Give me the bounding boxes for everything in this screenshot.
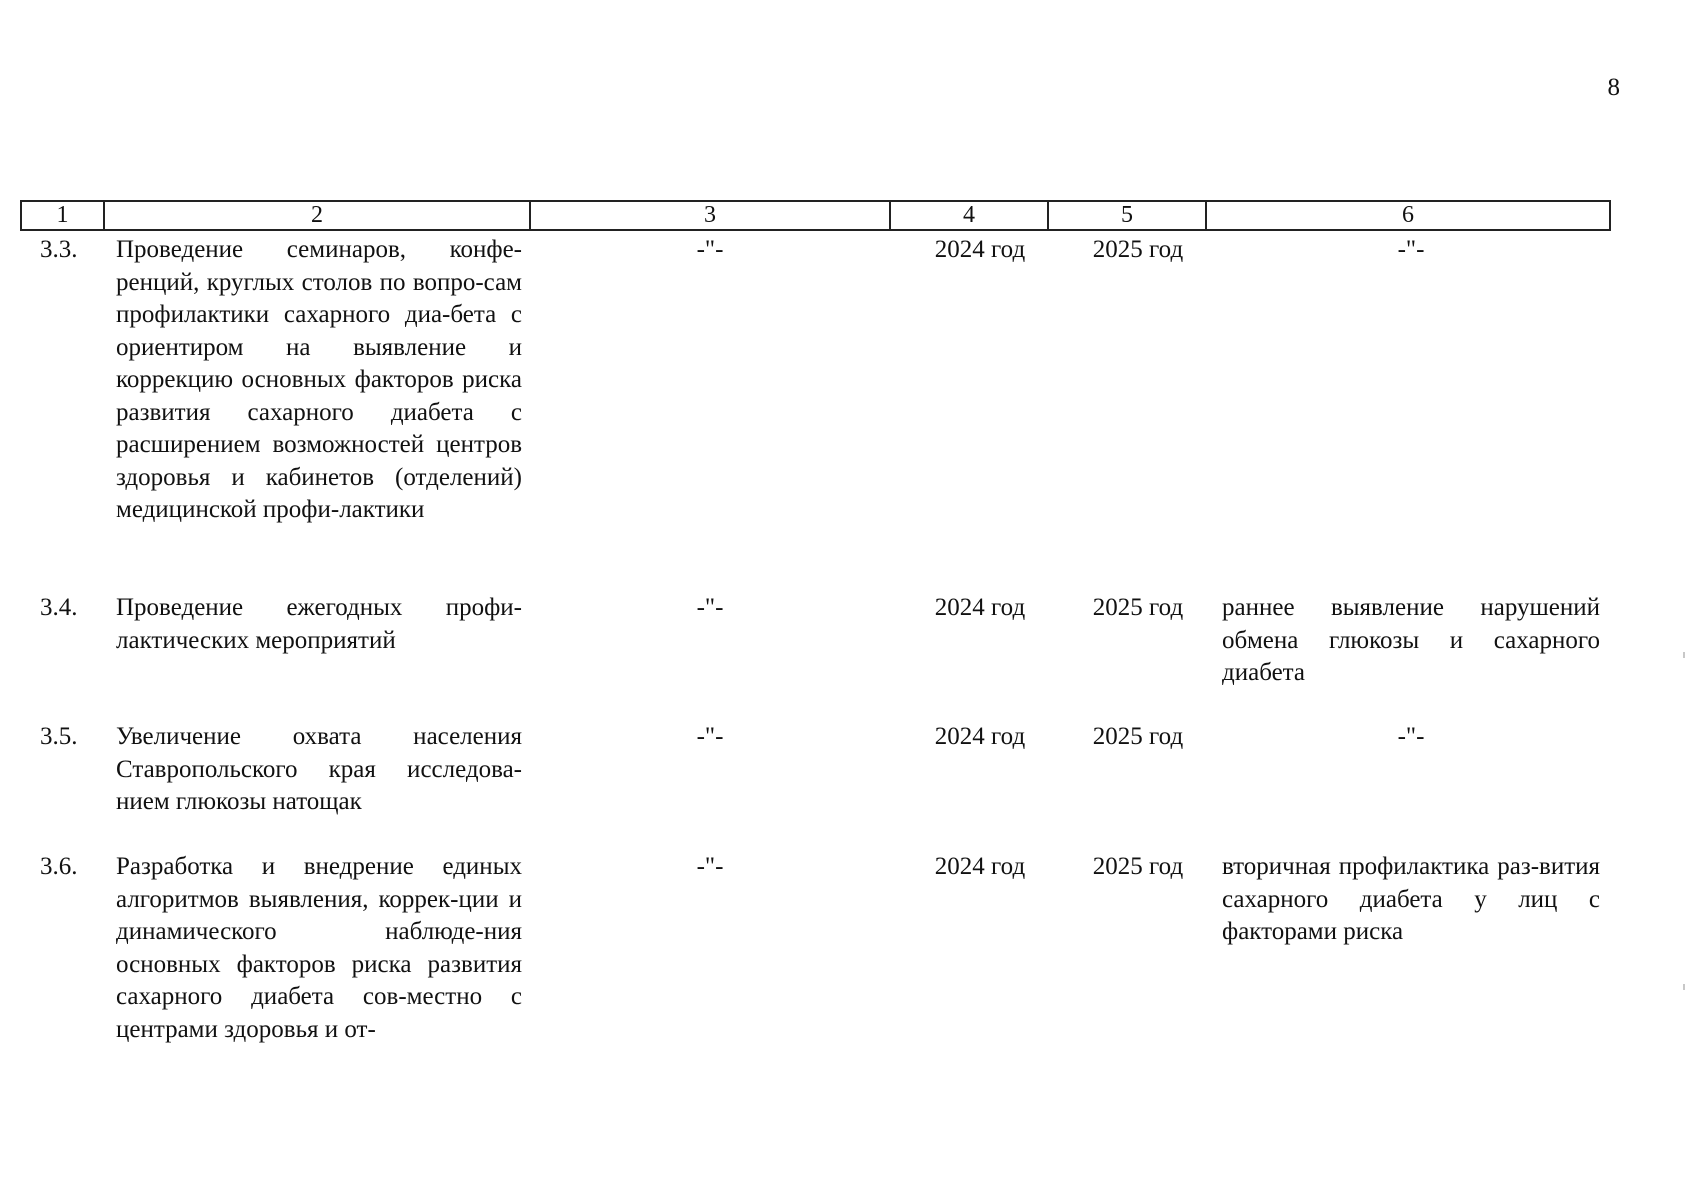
row-end-year: 2025 год — [1092, 723, 1184, 750]
header-col-5: 5 — [1048, 201, 1206, 230]
row-executor: -"- — [696, 853, 724, 880]
row-end-year: 2025 год — [1092, 594, 1184, 621]
row-executor: -"- — [696, 236, 724, 263]
row-description: Увеличение охвата населения Ставропольского края исследова-нием глюкозы натощак — [116, 723, 522, 815]
row-result: -"- — [1397, 236, 1425, 263]
header-col-1: 1 — [21, 201, 104, 230]
row-description: Проведение ежегодных профи-лактических мероприятий — [116, 594, 522, 654]
header-col-3: 3 — [530, 201, 890, 230]
page-number: 8 — [1607, 74, 1620, 101]
scan-artifact-mark — [1683, 984, 1685, 990]
row-number: 3.3. — [40, 236, 78, 263]
row-executor: -"- — [696, 723, 724, 750]
row-end-year: 2025 год — [1092, 853, 1184, 880]
row-start-year: 2024 год — [934, 236, 1026, 263]
row-number: 3.5. — [40, 723, 78, 750]
column-number-header — [20, 200, 1611, 231]
row-result: -"- — [1397, 723, 1425, 750]
row-description: Проведение семинаров, конфе-ренций, круглых столов по вопро-сам профилактики сахарного диа-бета с ориентиром на выявление и коррекцию основных факторов риска развития сахарного диабета с расширением возможностей центров здоровья и кабинетов (отделений) медицинской профи-лактики — [116, 236, 522, 523]
row-end-year: 2025 год — [1092, 236, 1184, 263]
row-result: раннее выявление нарушений обмена глюкозы и сахарного диабета — [1222, 594, 1600, 686]
row-executor: -"- — [696, 594, 724, 621]
scan-artifact-mark — [1683, 652, 1685, 658]
header-col-6: 6 — [1206, 201, 1610, 230]
row-start-year: 2024 год — [934, 594, 1026, 621]
row-description: Разработка и внедрение единых алгоритмов выявления, коррек-ции и динамического наблюде-ния основных факторов риска развития сахарного диабета сов-местно с центрами здоровья и от- — [116, 853, 522, 1043]
header-col-2: 2 — [104, 201, 530, 230]
row-number: 3.6. — [40, 853, 78, 880]
row-start-year: 2024 год — [934, 853, 1026, 880]
row-number: 3.4. — [40, 594, 78, 621]
row-result: вторичная профилактика раз-вития сахарного диабета у лиц с факторами риска — [1222, 853, 1600, 945]
header-col-4: 4 — [890, 201, 1048, 230]
row-start-year: 2024 год — [934, 723, 1026, 750]
